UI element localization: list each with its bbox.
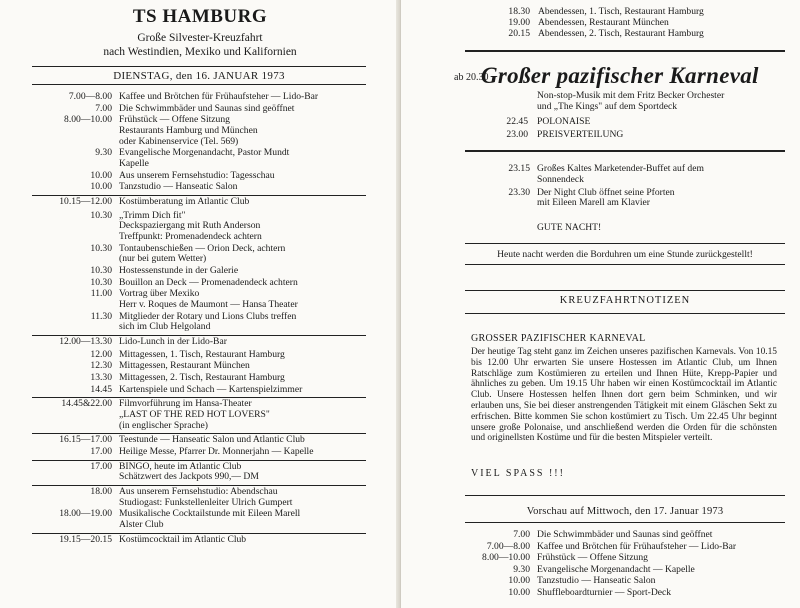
schedule-time: 10.00 (90, 181, 112, 193)
schedule-time: 7.00 (95, 102, 112, 114)
schedule-description: (in englischer Sprache) (119, 419, 208, 431)
schedule-time: 17.00 (90, 446, 112, 457)
schedule-time: 23.15 (508, 163, 530, 174)
schedule-time: 7.00—8.00 (486, 540, 530, 552)
cruise-subtitle-line1: Große Silvester-Kreuzfahrt (137, 32, 263, 44)
day-header: DIENSTAG, den 16. JANUAR 1973 (113, 70, 285, 82)
schedule-time: 12.00 (90, 348, 112, 360)
schedule-description: Kartenspiele und Schach — Kartenspielzimmer (119, 383, 303, 395)
schedule-time: 9.30 (95, 147, 112, 159)
schedule-description: Kaffee und Brötchen für Frühaufsteher — Lido-Bar (537, 540, 737, 552)
schedule-description: (nur bei gutem Wetter) (119, 253, 207, 265)
schedule-time: 18.00—19.00 (59, 508, 112, 520)
schedule-description: „LAST OF THE RED HOT LOVERS" (119, 408, 270, 420)
notes-title: GROSSER PAZIFISCHER KARNEVAL (471, 333, 646, 344)
schedule-time: 20.15 (508, 28, 530, 39)
schedule-time: 19.00 (508, 17, 530, 28)
schedule-time: 14.45 (90, 383, 112, 395)
right-page (400, 0, 800, 608)
schedule-description: Shuffleboardturnier — Sport-Deck (537, 587, 672, 598)
notes-sign: VIEL SPASS !!! (471, 468, 565, 479)
schedule-description: POLONAISE (537, 116, 591, 127)
schedule-time: 10.15—12.00 (59, 196, 112, 207)
schedule-description: Mittagessen, 2. Tisch, Restaurant Hamburg (119, 372, 285, 383)
divider (465, 522, 785, 523)
schedule-description: Lido-Lunch in der Lido-Bar (119, 335, 227, 347)
schedule-time: 17.00 (90, 460, 112, 472)
schedule-description: „Trimm Dich fit" (119, 209, 186, 221)
schedule-description: Abendessen, 2. Tisch, Restaurant Hamburg (538, 28, 704, 39)
schedule-description: Aus unserem Fernsehstudio: Abendschau (119, 486, 278, 497)
schedule-description: Alster Club (119, 518, 164, 530)
schedule-time: 23.30 (508, 186, 530, 198)
preview-header: Vorschau auf Mittwoch, den 17. Januar 1973 (526, 506, 724, 517)
schedule-time: 23.00 (506, 129, 528, 140)
schedule-description: Bouillon an Deck — Promenadendeck achtern (119, 276, 298, 288)
notes-text: Der heutige Tag steht ganz im Zeichen unseres pazifischen Karnevals. Von 10.15 bis 12.00 Uhr erwarten Sie unsere Hostessen im Atlantic Club, um Ihnen Ratschläge zum Kostümieren zu erteilen und Ihnen Hüte, Krepp-Papier und ähnliches zu geben. Um 19.15 Uhr haben wir einen Kostümcocktail im Atlantic Club. Unsere Hostessen helfen Ihnen dort gern beim Schminken, und wir erlauben uns, Sie bei dieser anstrengenden Tätigkeit mit einem Gläschen Sekt zu erfrischen. Bitte kommen Sie schon kostümiert zu Tisch. Um 22.45 Uhr beginnt unsere große Polonaise, und anschließend werden die Orden für die schönsten und originellsten Kostüme und für die besten Mitspieler verteilt. (471, 347, 777, 444)
schedule-time: 10.30 (90, 264, 112, 276)
schedule-description: Frühstück — Offene Sitzung (537, 552, 648, 564)
schedule-description: Kaffee und Brötchen für Frühaufsteher — Lido-Bar (119, 91, 319, 102)
schedule-time: 7.00—8.00 (68, 91, 112, 102)
schedule-description: Tontaubenschießen — Orion Deck, achtern (119, 242, 286, 254)
karneval-time: ab 20.30 (454, 72, 489, 83)
schedule-time: 7.00 (513, 529, 530, 540)
schedule-time: 11.00 (90, 288, 112, 300)
schedule-time: 16.15—17.00 (59, 434, 112, 446)
schedule-time: 14.45&22.00 (61, 398, 112, 410)
schedule-time: 10.00 (508, 587, 530, 598)
schedule-time: 10.00 (90, 169, 112, 181)
divider (465, 290, 785, 291)
schedule-description: Filmvorführung im Hansa-Theater (119, 398, 252, 410)
karneval-title: Großer pazifischer Karneval (481, 63, 759, 88)
cruise-subtitle-line2: nach Westindien, Mexiko und Kalifornien (103, 46, 297, 58)
schedule-time: 10.30 (90, 242, 112, 254)
schedule-description: Der Night Club öffnet seine Pforten (537, 186, 675, 198)
schedule-description: Vortrag über Mexiko (119, 288, 200, 300)
schedule-description: Mittagessen, 1. Tisch, Restaurant Hamburg (119, 348, 285, 360)
clock-notice: Heute nacht werden die Borduhren um eine Stunde zurückgestellt! (497, 249, 753, 260)
schedule-description: Kapelle (119, 157, 149, 169)
schedule-time: 12.30 (90, 360, 112, 372)
schedule-description: Treffpunkt: Promenadendeck achtern (119, 230, 262, 242)
schedule-description: Deckspaziergang mit Ruth Anderson (119, 220, 261, 232)
schedule-description: Großes Kaltes Marketender-Buffet auf dem (537, 163, 704, 174)
schedule-description: Mittagessen, Restaurant München (119, 360, 250, 372)
divider (32, 533, 366, 534)
divider (465, 243, 785, 244)
schedule-description: mit Eileen Marell am Klavier (537, 197, 650, 209)
schedule-description: Schätzwert des Jackpots 990,— DM (119, 471, 259, 483)
schedule-description: Die Schwimmbäder und Saunas sind geöffnet (119, 102, 295, 114)
schedule-time: 10.00 (508, 575, 530, 587)
divider (32, 460, 366, 461)
divider (465, 495, 785, 496)
good-night: GUTE NACHT! (537, 222, 602, 233)
schedule-time: 18.30 (508, 6, 530, 17)
schedule-description: Mitglieder der Rotary und Lions Clubs treffen (119, 310, 297, 322)
schedule-description: Studiogast: Funkstellenleiter Ulrich Gumpert (119, 496, 293, 508)
divider (32, 485, 366, 486)
divider (465, 50, 785, 52)
schedule-description: Kostümberatung im Atlantic Club (119, 196, 250, 207)
divider (32, 397, 366, 398)
schedule-time: 11.30 (90, 310, 112, 322)
divider (32, 195, 366, 196)
notes-header: KREUZFAHRTNOTIZEN (559, 295, 691, 306)
divider (32, 84, 366, 85)
schedule-description: Tanzstudio — Hanseatic Salon (537, 575, 656, 587)
schedule-description: oder Kabinenservice (Tel. 569) (119, 135, 239, 147)
schedule-description: Restaurants Hamburg und München (119, 124, 258, 136)
schedule-description: Tanzstudio — Hanseatic Salon (119, 181, 238, 193)
schedule-description: Heilige Messe, Pfarrer Dr. Monnerjahn — Kapelle (119, 446, 314, 457)
schedule-description: Evangelische Morgenandacht — Kapelle (537, 563, 695, 575)
schedule-description: Sonnendeck (537, 173, 584, 185)
divider (465, 264, 785, 265)
schedule-description: Abendessen, 1. Tisch, Restaurant Hamburg (538, 6, 704, 17)
schedule-description: Aus unserem Fernsehstudio: Tagesschau (119, 169, 275, 181)
schedule-description: Herr v. Roques de Maumont — Hansa Theater (119, 298, 298, 310)
schedule-time: 10.30 (90, 276, 112, 288)
schedule-description: Hostessenstunde in der Galerie (119, 264, 239, 276)
schedule-time: 12.00—13.30 (59, 335, 112, 347)
karneval-desc: Non-stop-Musik mit dem Fritz Becker Orchester (537, 90, 725, 101)
schedule-time: 9.30 (513, 563, 530, 575)
schedule-description: sich im Club Helgoland (119, 321, 211, 333)
ship-title: TS HAMBURG (132, 6, 268, 27)
schedule-time: 10.30 (90, 209, 112, 221)
divider (32, 433, 366, 434)
schedule-description: Evangelische Morgenandacht, Pastor Mundt (119, 147, 290, 159)
karneval-desc: und „The Kings" auf dem Sportdeck (537, 101, 678, 112)
schedule-time: 8.00—10.00 (482, 552, 530, 564)
divider (465, 313, 785, 314)
schedule-description: PREISVERTEILUNG (537, 129, 624, 140)
schedule-description: BINGO, heute im Atlantic Club (119, 460, 242, 472)
schedule-time: 8.00—10.00 (64, 114, 112, 126)
schedule-description: Musikalische Cocktailstunde mit Eileen Marell (119, 508, 301, 520)
divider (32, 66, 366, 67)
schedule-time: 19.15—20.15 (59, 533, 112, 545)
schedule-description: Teestunde — Hanseatic Salon und Atlantic Club (119, 434, 305, 446)
schedule-description: Die Schwimmbäder und Saunas sind geöffnet (537, 529, 713, 540)
schedule-time: 13.30 (90, 372, 112, 383)
schedule-description: Kostümcocktail im Atlantic Club (119, 533, 247, 545)
divider (32, 335, 366, 336)
schedule-time: 22.45 (506, 116, 528, 127)
schedule-description: Abendessen, Restaurant München (538, 17, 669, 28)
divider (465, 150, 785, 152)
schedule-description: Frühstück — Offene Sitzung (119, 114, 230, 126)
schedule-time: 18.00 (90, 486, 112, 497)
